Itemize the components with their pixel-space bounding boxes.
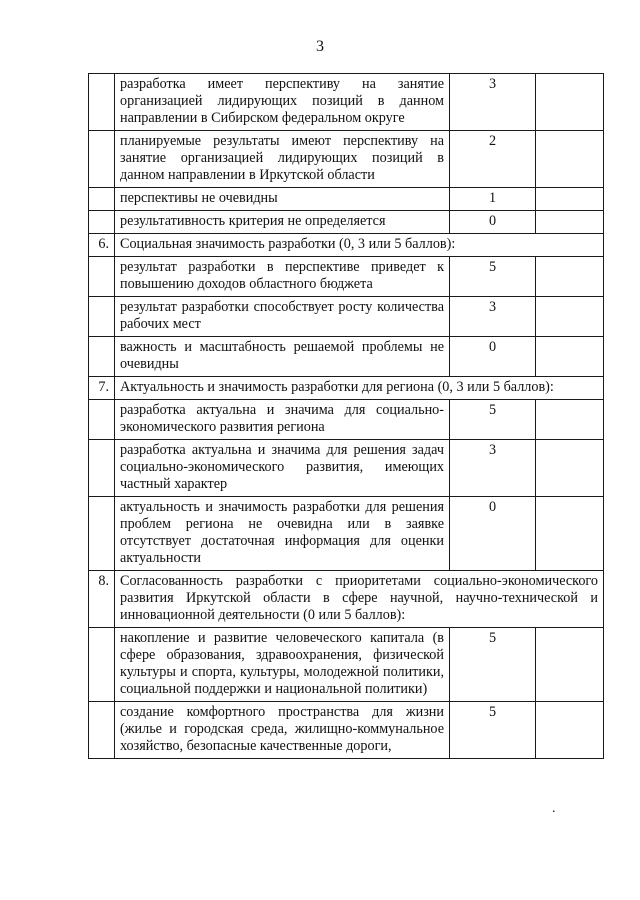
criterion-score: 3 bbox=[450, 74, 536, 131]
criterion-score: 1 bbox=[450, 188, 536, 211]
criterion-text: важность и масштабность решаемой проблемы не очевидны bbox=[115, 337, 450, 377]
criterion-score: 0 bbox=[450, 211, 536, 234]
section-heading: Социальная значимость разработки (0, 3 или 5 баллов): bbox=[115, 234, 604, 257]
criterion-text: результат разработки в перспективе приведет к повышению доходов областного бюджета bbox=[115, 257, 450, 297]
criterion-score: 2 bbox=[450, 131, 536, 188]
empty-cell bbox=[536, 702, 604, 759]
criterion-row bbox=[89, 188, 604, 211]
criterion-row bbox=[89, 497, 604, 571]
section-heading: Согласованность разработки с приоритетами социально-экономического развития Иркутской области в сфере научной, научно-технической и инновационной деятельности (0 или 5 баллов): bbox=[115, 571, 604, 628]
section-number: 6. bbox=[89, 234, 115, 257]
criterion-text: перспективы не очевидны bbox=[115, 188, 450, 211]
criterion-row bbox=[89, 400, 604, 440]
criterion-text: разработка актуальна и значима для социально-экономического развития региона bbox=[115, 400, 450, 440]
criterion-text: разработка актуальна и значима для решения задач социально-экономического развития, имеющих частный характер bbox=[115, 440, 450, 497]
empty-cell bbox=[536, 297, 604, 337]
criterion-score: 3 bbox=[450, 297, 536, 337]
criterion-score: 5 bbox=[450, 257, 536, 297]
empty-cell bbox=[536, 188, 604, 211]
section-heading-row bbox=[89, 234, 604, 257]
criterion-row bbox=[89, 702, 604, 759]
criterion-row bbox=[89, 297, 604, 337]
criterion-score: 3 bbox=[450, 440, 536, 497]
criterion-row bbox=[89, 440, 604, 497]
criterion-score: 5 bbox=[450, 628, 536, 702]
criterion-row bbox=[89, 337, 604, 377]
criterion-row bbox=[89, 211, 604, 234]
criteria-table bbox=[88, 73, 604, 759]
section-number: 8. bbox=[89, 571, 115, 628]
empty-cell bbox=[536, 211, 604, 234]
criterion-score: 5 bbox=[450, 400, 536, 440]
section-heading-row bbox=[89, 377, 604, 400]
empty-cell bbox=[536, 400, 604, 440]
criterion-text: результат разработки способствует росту количества рабочих мест bbox=[115, 297, 450, 337]
section-heading-row bbox=[89, 571, 604, 628]
empty-cell bbox=[536, 628, 604, 702]
criterion-text: накопление и развитие человеческого капитала (в сфере образования, здравоохранения, физической культуры и спорта, культуры, молодежной политики, социальной поддержки и национальной политики) bbox=[115, 628, 450, 702]
empty-cell bbox=[536, 74, 604, 131]
criterion-text: актуальность и значимость разработки для решения проблем региона не очевидна или в заявке отсутствует достаточная информация для оценки актуальности bbox=[115, 497, 450, 571]
empty-cell bbox=[536, 257, 604, 297]
criterion-score: 5 bbox=[450, 702, 536, 759]
criterion-row bbox=[89, 74, 604, 131]
criterion-text: создание комфортного пространства для жизни (жилье и городская среда, жилищно-коммунальное хозяйство, безопасные качественные дороги, bbox=[115, 702, 450, 759]
page-number: 3 bbox=[316, 38, 324, 55]
empty-cell bbox=[536, 131, 604, 188]
empty-cell bbox=[536, 440, 604, 497]
section-number: 7. bbox=[89, 377, 115, 400]
section-heading: Актуальность и значимость разработки для региона (0, 3 или 5 баллов): bbox=[115, 377, 604, 400]
criterion-text: результативность критерия не определяется bbox=[115, 211, 450, 234]
criterion-text: разработка имеет перспективу на занятие организацией лидирующих позиций в данном направлении в Сибирском федеральном округе bbox=[115, 74, 450, 131]
criterion-row bbox=[89, 628, 604, 702]
empty-cell bbox=[536, 337, 604, 377]
criterion-row bbox=[89, 257, 604, 297]
criterion-text: планируемые результаты имеют перспективу на занятие организацией лидирующих позиций в данном направлении в Иркутской области bbox=[115, 131, 450, 188]
criterion-score: 0 bbox=[450, 497, 536, 571]
empty-cell bbox=[536, 497, 604, 571]
criterion-row bbox=[89, 131, 604, 188]
stray-mark: . bbox=[552, 801, 556, 816]
criterion-score: 0 bbox=[450, 337, 536, 377]
